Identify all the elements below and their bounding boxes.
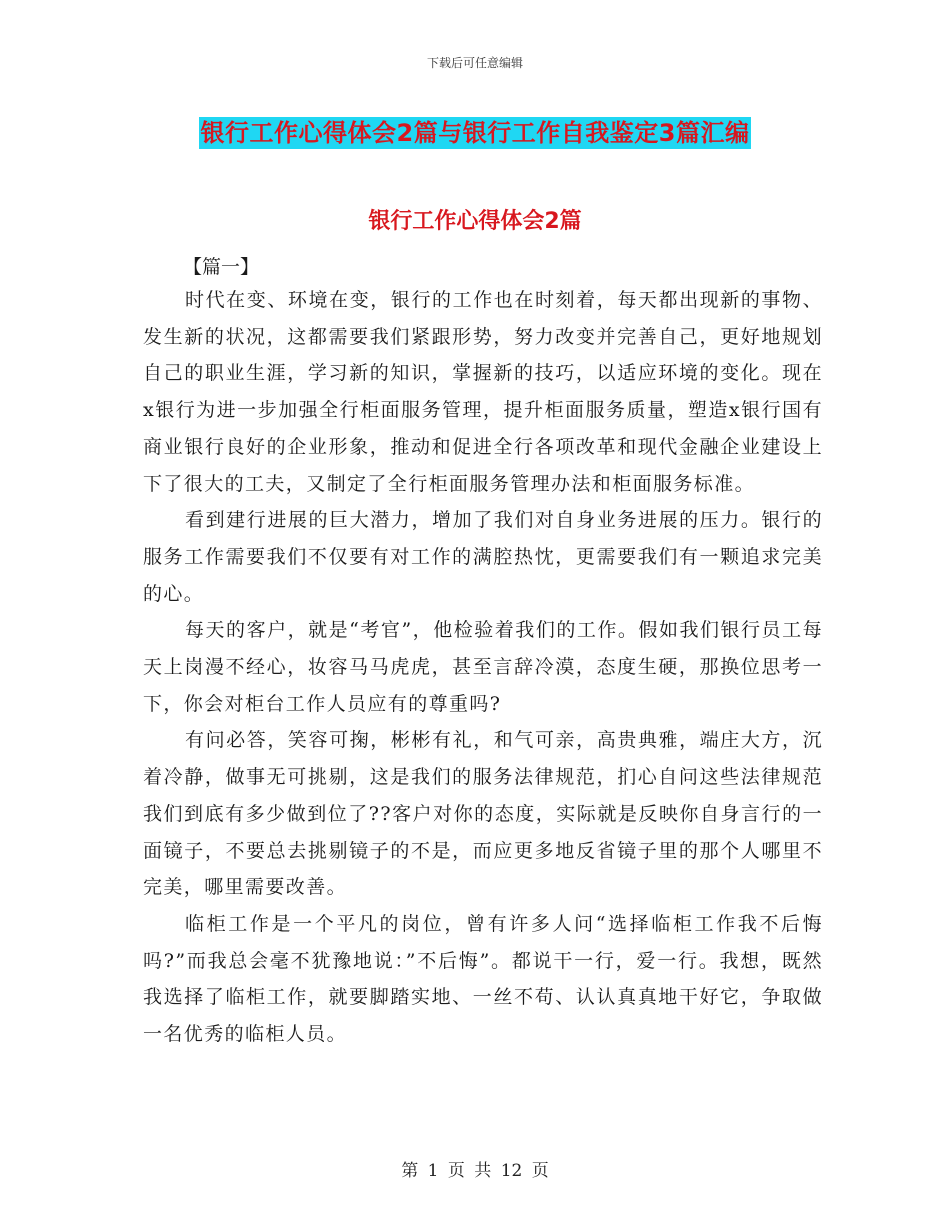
paragraph: 时代在变、环境在变，银行的工作也在时刻着，每天都出现新的事物、发生新的状况，这都需要我们紧跟形势，努力改变并完善自己，更好地规划自己的职业生涯，学习新的知识，掌握新的技巧，以适应环境的变化。现在x银行为进一步加强全行柜面服务管理，提升柜面服务质量，塑造x银行国有商业银行良好的企业形象，推动和促进全行各项改革和现代金融企业建设上下了很大的工夫，又制定了全行柜面服务管理办法和柜面服务标准。: [143, 289, 823, 495]
paragraph: 每天的客户，就是“考官”，他检验着我们的工作。假如我们银行员工每天上岗漫不经心，妆容马马虎虎，甚至言辞冷漠，态度生硬，那换位思考一下，你会对柜台工作人员应有的尊重吗?: [143, 619, 823, 715]
paragraph: 有问必答，笑容可掬，彬彬有礼，和气可亲，高贵典雅，端庄大方，沉着冷静，做事无可挑剔，这是我们的服务法律规范，扪心自问这些法律规范我们到底有多少做到位了??客户对你的态度，实际就是反映你自身言行的一面镜子，不要总去挑剔镜子的不是，而应更多地反省镜子里的那个人哪里不完美，哪里需要改善。: [143, 729, 823, 899]
paragraph: 看到建行进展的巨大潜力，增加了我们对自身业务进展的压力。银行的服务工作需要我们不仅要有对工作的满腔热忱，更需要我们有一颗追求完美的心。: [143, 509, 823, 605]
paragraph: 临柜工作是一个平凡的岗位，曾有许多人问“选择临柜工作我不后悔吗?”而我总会毫不犹豫地说：”不后悔”。都说干一行，爱一行。我想，既然我选择了临柜工作，就要脚踏实地、一丝不苟、认认真真地干好它，争取做一名优秀的临柜人员。: [143, 912, 823, 1046]
body-text: [143, 282, 823, 1053]
part-heading: 【篇一】: [183, 256, 260, 278]
page-number: 第 1 页 共 12 页: [401, 1161, 549, 1181]
document-title-text: 银行工作心得体会2篇与银行工作自我鉴定3篇汇编: [200, 119, 750, 147]
section-title: 银行工作心得体会2篇: [368, 209, 582, 234]
page-header-note: 下载后可任意编辑: [426, 56, 523, 70]
document-title: [0, 113, 950, 148]
